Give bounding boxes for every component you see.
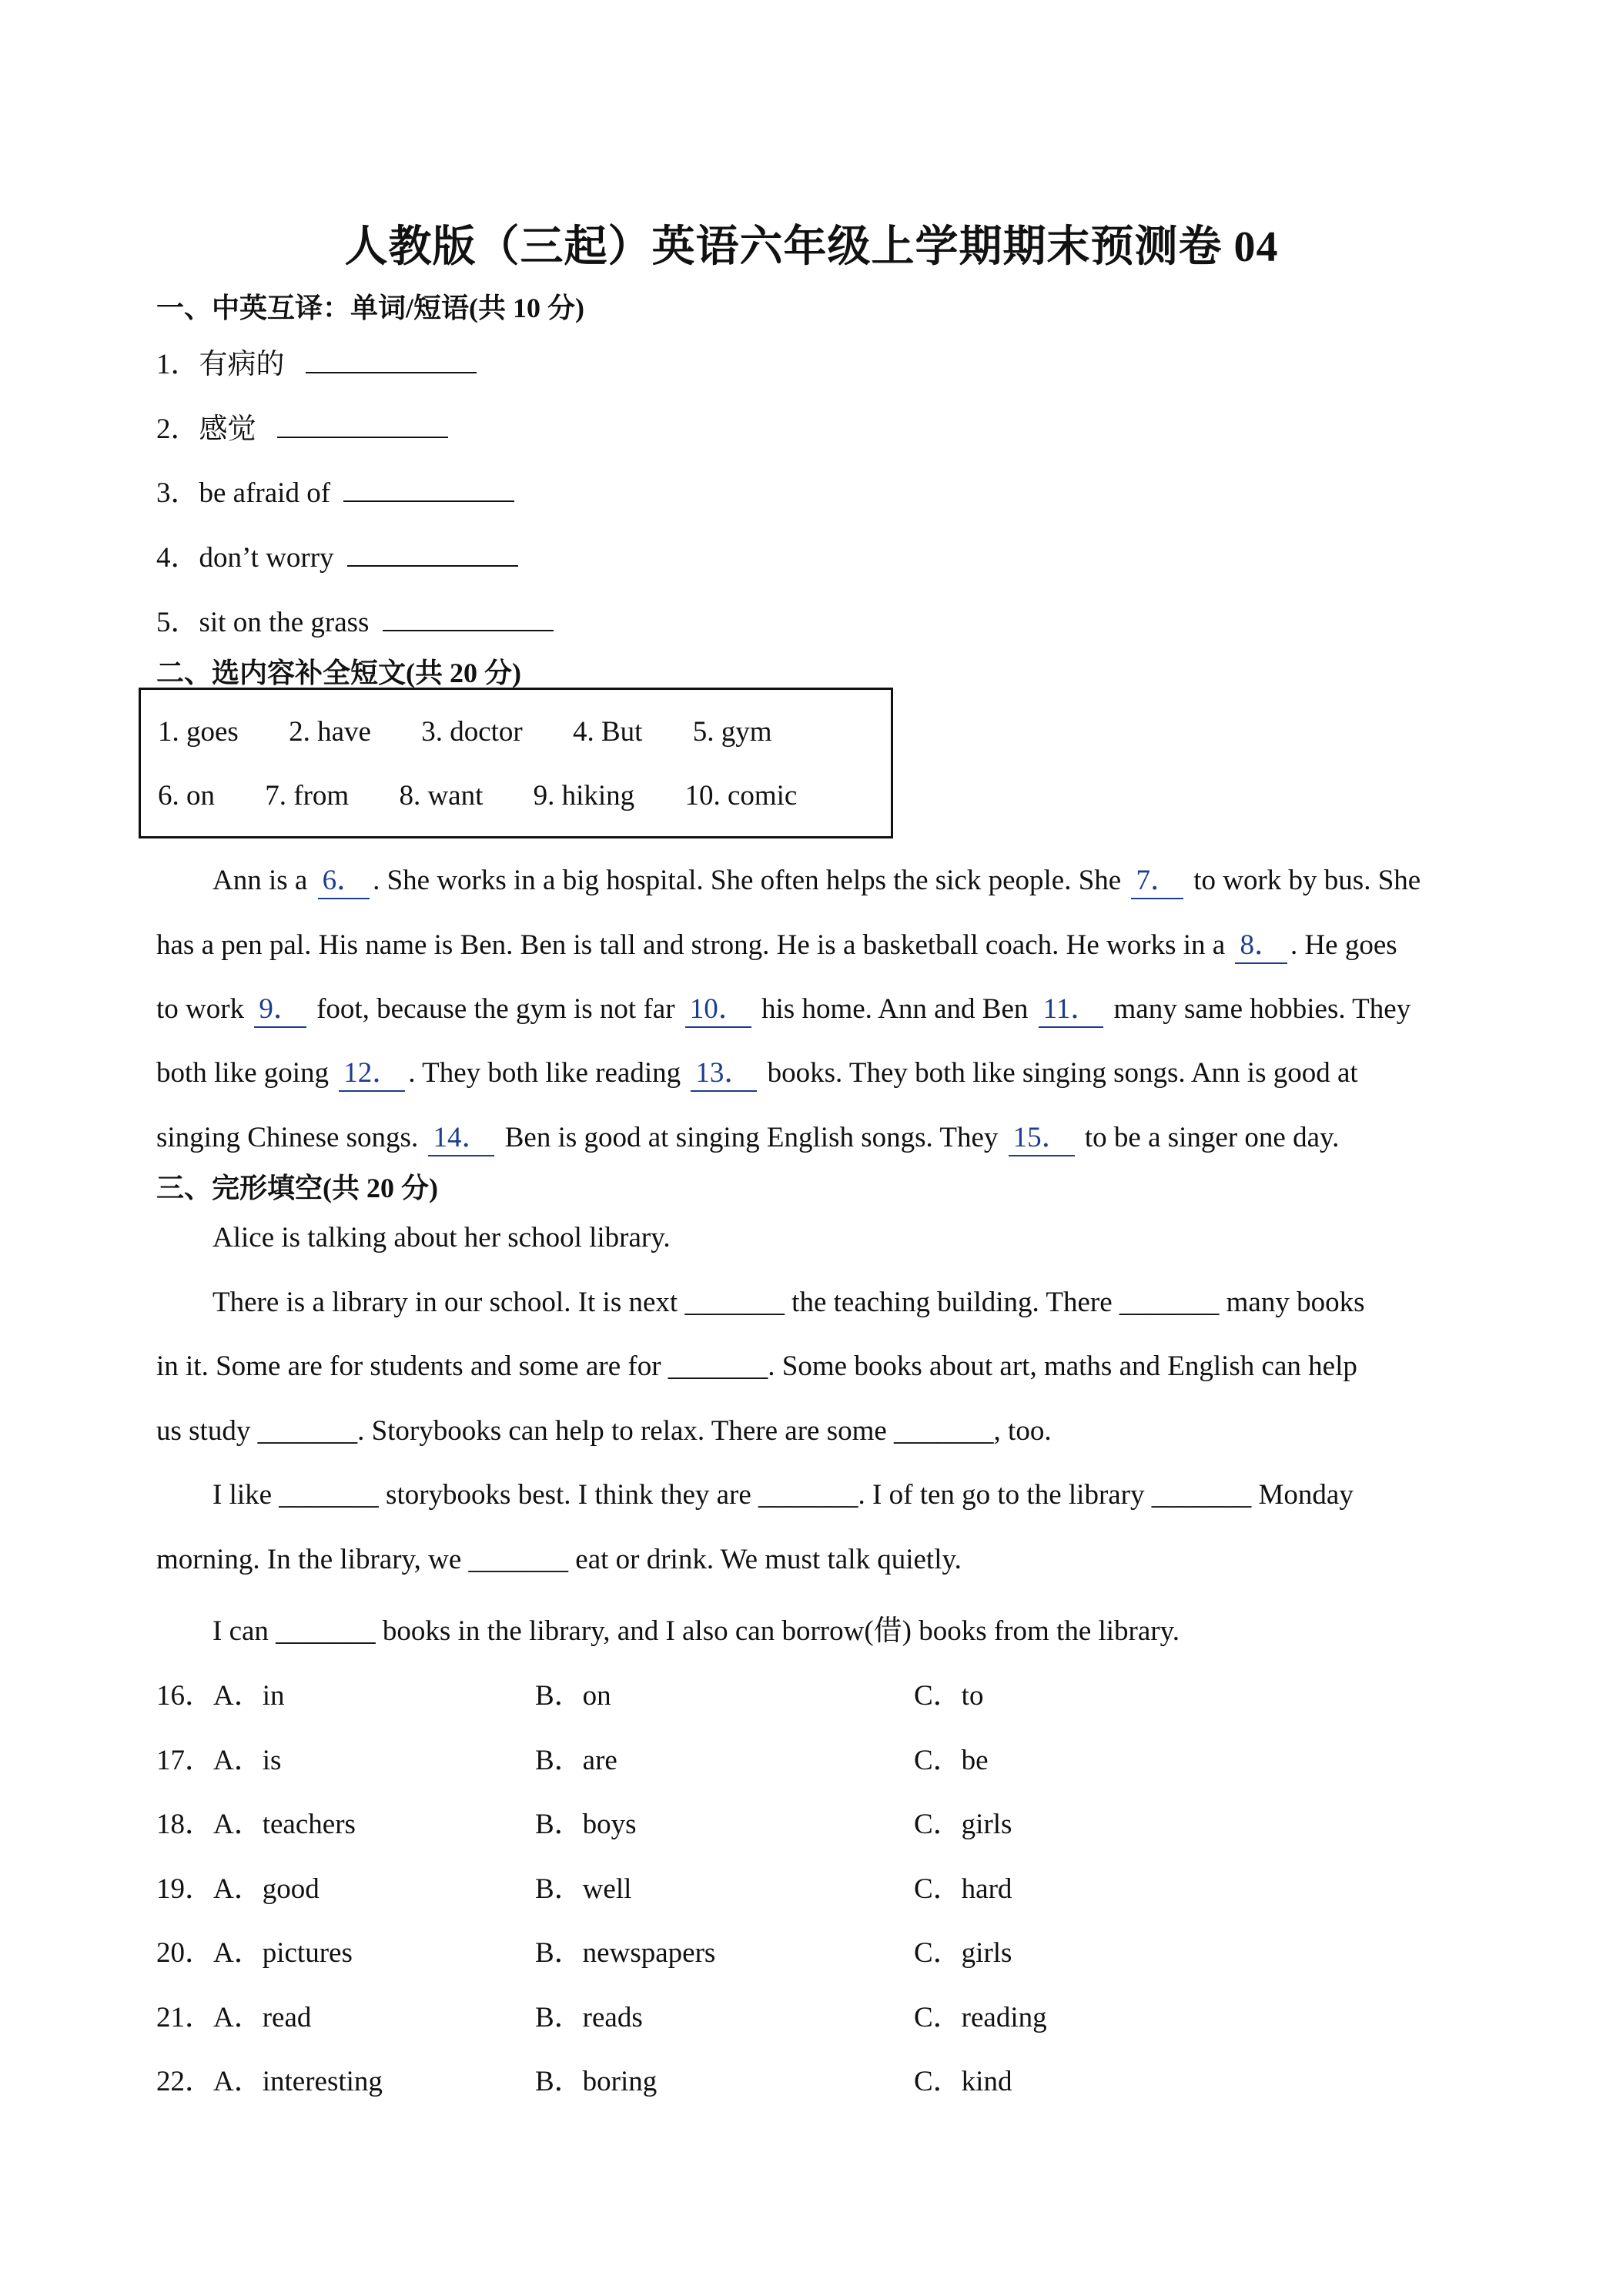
s1-item-label: 2．感觉 [156,413,256,445]
q19-option-c[interactable]: C．hard [914,1873,1012,1905]
q20-option-b[interactable]: B．newspapers [535,1937,716,1969]
s1-item-3 [156,469,514,510]
q16-option-a[interactable]: 16．A．in [156,1680,285,1712]
section2-heading: 二、选内容补全短文(共 20 分) [156,658,521,688]
word-bank-item: 6. on [158,780,215,812]
passage-line-4 [156,1049,1388,1092]
q18-option-a[interactable]: 18．A．teachers [156,1809,356,1840]
q21-option-a[interactable]: 21．A．read [156,2002,312,2033]
passage-text: many same hobbies. They [1106,993,1411,1025]
passage-text: to be a singer one day. [1077,1122,1340,1153]
q19-option-b[interactable]: B．well [535,1873,632,1905]
word-bank-row-1 [158,715,815,748]
cloze-line: morning. In the library, we _______ eat or drink. We must talk quietly. [156,1544,962,1575]
passage-line-1 [212,856,1444,899]
answer-blank[interactable] [343,473,514,502]
blank-12[interactable]: 12． [339,1049,405,1092]
q16-option-b[interactable]: B．on [535,1680,611,1712]
word-bank-item: 7. from [265,780,350,812]
answer-blank[interactable] [277,409,448,438]
s1-item-4 [156,534,518,575]
s1-item-label: 1．有病的 [156,349,285,380]
word-bank-item: 4. But [572,716,643,748]
passage-text: to work [156,993,252,1025]
q18-option-b[interactable]: B．boys [535,1809,637,1840]
word-bank-item: 5. gym [692,716,772,748]
section1-heading: 一、中英互译：单词/短语(共 10 分) [156,293,584,323]
passage-text: books. They both like singing songs. Ann is good at [760,1057,1358,1089]
passage-line-5 [156,1113,1388,1156]
s1-item-5 [156,598,554,640]
word-bank-item: 1. goes [158,716,239,748]
cloze-line: There is a library in our school. It is next _______ the teaching building. There _______ many books [212,1287,1365,1318]
q18-option-c[interactable]: C．girls [914,1809,1012,1840]
q17-option-c[interactable]: C．be [914,1745,989,1776]
cloze-line: Alice is talking about her school library. [212,1222,671,1253]
s1-item-label: 4．don’t worry [156,542,334,574]
q20-option-a[interactable]: 20．A．pictures [156,1937,353,1969]
s1-item-1 [156,340,477,382]
passage-text: to work by bus. She [1186,865,1421,896]
s1-item-2 [156,405,448,447]
blank-9[interactable]: 9． [254,985,306,1028]
word-bank-item: 9. hiking [533,780,635,812]
blank-11[interactable]: 11． [1039,985,1104,1028]
q17-option-a[interactable]: 17．A．is [156,1745,282,1776]
word-bank-box [139,688,893,838]
passage-text: Ben is good at singing English songs. They [497,1122,1006,1153]
passage-text: . He goes [1290,929,1397,961]
blank-6[interactable]: 6． [318,856,370,899]
cloze-line: I like _______ storybooks best. I think they are _______. I of ten go to the library _______ Monday [212,1479,1354,1511]
answer-blank[interactable] [306,344,477,373]
blank-15[interactable]: 15． [1009,1113,1075,1156]
blank-13[interactable]: 13． [691,1049,757,1092]
passage-text: foot, because the gym is not far [309,993,682,1025]
blank-7[interactable]: 7． [1131,856,1183,899]
cloze-line: us study _______. Storybooks can help to relax. There are some _______, too. [156,1415,1052,1447]
word-bank-item: 8. want [399,780,484,812]
q21-option-b[interactable]: B．reads [535,2002,643,2033]
passage-line-3 [156,985,1411,1028]
answer-blank[interactable] [347,537,518,567]
passage-text: has a pen pal. His name is Ben. Ben is tall and strong. He is a basketball coach. He works in a [156,929,1233,961]
cloze-line: in it. Some are for students and some are for _______. Some books about art, maths and English can help [156,1350,1357,1382]
passage-text: . They both like reading [408,1057,688,1089]
q21-option-c[interactable]: C．reading [914,2002,1047,2033]
passage-text: Ann is a [212,865,315,896]
section3-heading: 三、完形填空(共 20 分) [156,1173,438,1203]
passage-text: both like going [156,1057,336,1089]
passage-line-2 [156,921,1397,964]
answer-blank[interactable] [383,602,554,631]
s1-item-label: 3．be afraid of [156,477,331,509]
q19-option-a[interactable]: 19．A．good [156,1873,320,1905]
q22-option-c[interactable]: C．kind [914,2066,1012,2097]
passage-text: . She works in a big hospital. She often helps the sick people. She [373,865,1129,896]
cloze-line: I can _______ books in the library, and I also can borrow(借) books from the library. [212,1615,1180,1647]
page-title: 人教版（三起）英语六年级上学期期末预测卷 04 [344,223,1279,271]
blank-8[interactable]: 8． [1235,921,1287,964]
word-bank-row-2 [158,779,840,812]
q22-option-b[interactable]: B．boring [535,2066,658,2097]
q22-option-a[interactable]: 22．A．interesting [156,2066,383,2097]
blank-14[interactable]: 14． [428,1113,494,1156]
q20-option-c[interactable]: C．girls [914,1937,1012,1969]
q17-option-b[interactable]: B．are [535,1745,617,1776]
blank-10[interactable]: 10． [685,985,751,1028]
passage-text: his home. Ann and Ben [754,993,1036,1025]
word-bank-item: 3. doctor [421,716,523,748]
word-bank-item: 2. have [289,716,371,748]
passage-text: singing Chinese songs. [156,1122,426,1153]
word-bank-item: 10. comic [684,780,798,812]
q16-option-c[interactable]: C．to [914,1680,984,1712]
s1-item-label: 5．sit on the grass [156,607,370,638]
